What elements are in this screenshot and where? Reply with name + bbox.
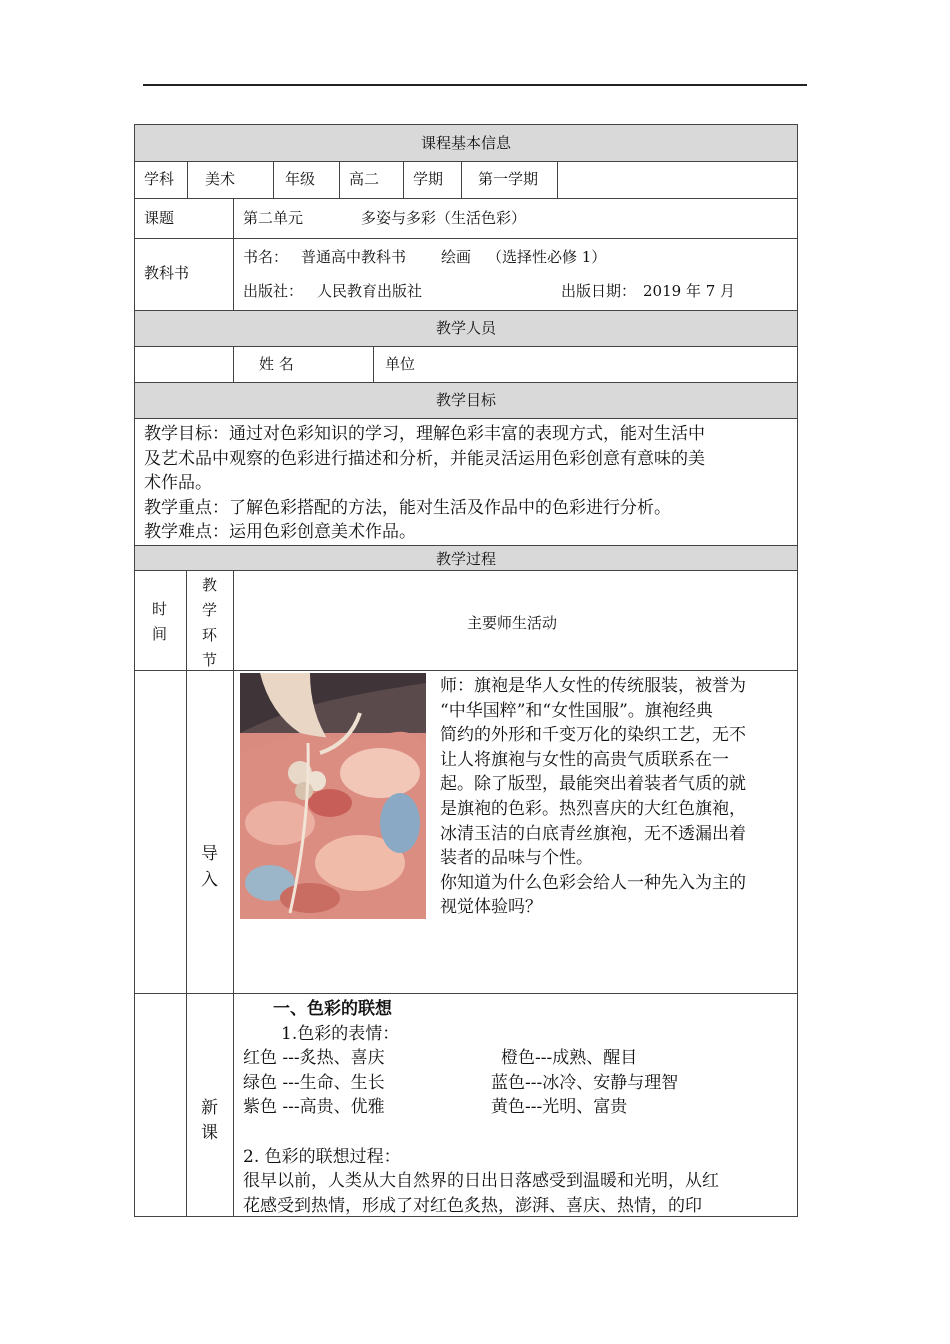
intro-line-4: 让人将旗袍与女性的高贵气质联系在一 xyxy=(440,749,729,770)
intro-line-10: 视觉体验吗？ xyxy=(440,897,542,918)
goals-title: 教学目标 xyxy=(435,391,496,409)
color-left-3: 紫色 ---高贵、优雅 xyxy=(243,1097,385,1118)
intro-stage-2: 入 xyxy=(201,870,218,890)
color-left-1: 红色 ---炙热、喜庆 xyxy=(243,1048,385,1069)
goals-body xyxy=(134,418,798,545)
new-stage-2: 课 xyxy=(201,1123,218,1143)
intro-line-3: 简约的外形和千变万化的染织工艺，无不 xyxy=(440,725,746,746)
new-lesson-row xyxy=(134,993,798,1217)
intro-line-5: 起。除了版型，最能突出着装者气质的就 xyxy=(440,774,746,795)
col-time-2: 间 xyxy=(152,625,168,643)
intro-line-1: 师：旗袍是华人女性的传统服装，被誉为 xyxy=(440,676,746,696)
header-rule xyxy=(143,84,807,86)
pub-date: 2019 年 7 月 xyxy=(643,282,736,300)
term-label: 学期 xyxy=(413,170,444,188)
grade-label: 年级 xyxy=(285,170,316,188)
staff-name-label: 姓 名 xyxy=(259,355,294,373)
book-name-label: 书名： xyxy=(243,248,289,266)
book-name: 普通高中教科书 xyxy=(301,248,407,266)
basic-info-title: 课程基本信息 xyxy=(420,134,511,152)
textbook-row xyxy=(134,238,798,310)
goals-line-1: 教学目标：通过对色彩知识的学习，理解色彩丰富的表现方式，能对生活中 xyxy=(144,424,705,444)
subject-label: 学科 xyxy=(144,170,175,188)
qipao-photo xyxy=(240,673,426,919)
process-title: 教学过程 xyxy=(435,550,496,568)
intro-line-8: 装者的品味与个性。 xyxy=(440,848,593,869)
color-right-2: 蓝色---冰冷、安静与理智 xyxy=(491,1072,679,1093)
subject-row xyxy=(134,161,798,198)
col-stage-3: 环 xyxy=(202,626,218,644)
section-title: 一、色彩的联想 xyxy=(273,999,392,1019)
topic-label: 课题 xyxy=(144,209,175,227)
col-time-1: 时 xyxy=(152,600,168,618)
sub-heading-1: 1.色彩的表情： xyxy=(281,1023,400,1044)
staff-title: 教学人员 xyxy=(435,319,496,337)
book-volume: （选择性必修 1） xyxy=(487,248,607,266)
intro-line-7: 冰清玉洁的白底青丝旗袍，无不透漏出着 xyxy=(440,823,746,844)
color-right-3: 黄色---光明、富贵 xyxy=(491,1097,628,1118)
para-line-1: 很早以前，人类从大自然界的日出日落感受到温暖和光明，从红 xyxy=(243,1171,719,1192)
sub-heading-2: 2. 色彩的联想过程： xyxy=(243,1146,401,1167)
intro-line-2: “中华国粹”和“女性国服”。旗袍经典 xyxy=(440,700,713,721)
goals-header xyxy=(134,382,798,418)
book-subject: 绘画 xyxy=(441,248,472,266)
process-header xyxy=(134,545,798,570)
topic-title: 多姿与多彩（生活色彩） xyxy=(361,209,527,227)
publisher: 人民教育出版社 xyxy=(317,282,423,300)
color-right-1: 橙色---成熟、醒目 xyxy=(501,1048,638,1069)
subject-value: 美术 xyxy=(205,170,236,188)
grade-value: 高二 xyxy=(349,170,380,188)
process-col-header xyxy=(134,570,798,670)
intro-stage-1: 导 xyxy=(201,844,218,864)
goals-line-4: 教学重点：了解色彩搭配的方法，能对生活及作品中的色彩进行分析。 xyxy=(144,497,671,518)
new-stage-1: 新 xyxy=(201,1098,218,1118)
intro-line-6: 是旗袍的色彩。热烈喜庆的大红色旗袍， xyxy=(440,799,746,819)
term-value: 第一学期 xyxy=(478,170,539,188)
goals-line-3: 术作品。 xyxy=(144,473,212,494)
para-line-2: 花感受到热情，形成了对红色炙热，澎湃、喜庆、热情，的印 xyxy=(243,1195,702,1216)
basic-info-header xyxy=(134,124,798,161)
topic-row xyxy=(134,198,798,238)
col-stage-1: 教 xyxy=(202,576,218,594)
staff-row xyxy=(134,346,798,382)
publisher-label: 出版社： xyxy=(243,282,304,300)
goals-line-2: 及艺术品中观察的色彩进行描述和分析，并能灵活运用色彩创意有意味的美 xyxy=(144,448,705,469)
staff-header xyxy=(134,310,798,346)
textbook-label: 教科书 xyxy=(144,264,190,282)
intro-row xyxy=(134,670,798,993)
col-stage-4: 节 xyxy=(202,651,218,669)
staff-unit-label: 单位 xyxy=(385,355,416,373)
topic-unit: 第二单元 xyxy=(243,209,304,227)
pub-date-label: 出版日期： xyxy=(561,282,637,300)
col-stage-2: 学 xyxy=(202,601,218,619)
intro-line-9: 你知道为什么色彩会给人一种先入为主的 xyxy=(440,872,746,893)
color-left-2: 绿色 ---生命、生长 xyxy=(243,1072,385,1093)
goals-line-5: 教学难点：运用色彩创意美术作品。 xyxy=(144,522,416,543)
col-activity: 主要师生活动 xyxy=(467,614,558,632)
